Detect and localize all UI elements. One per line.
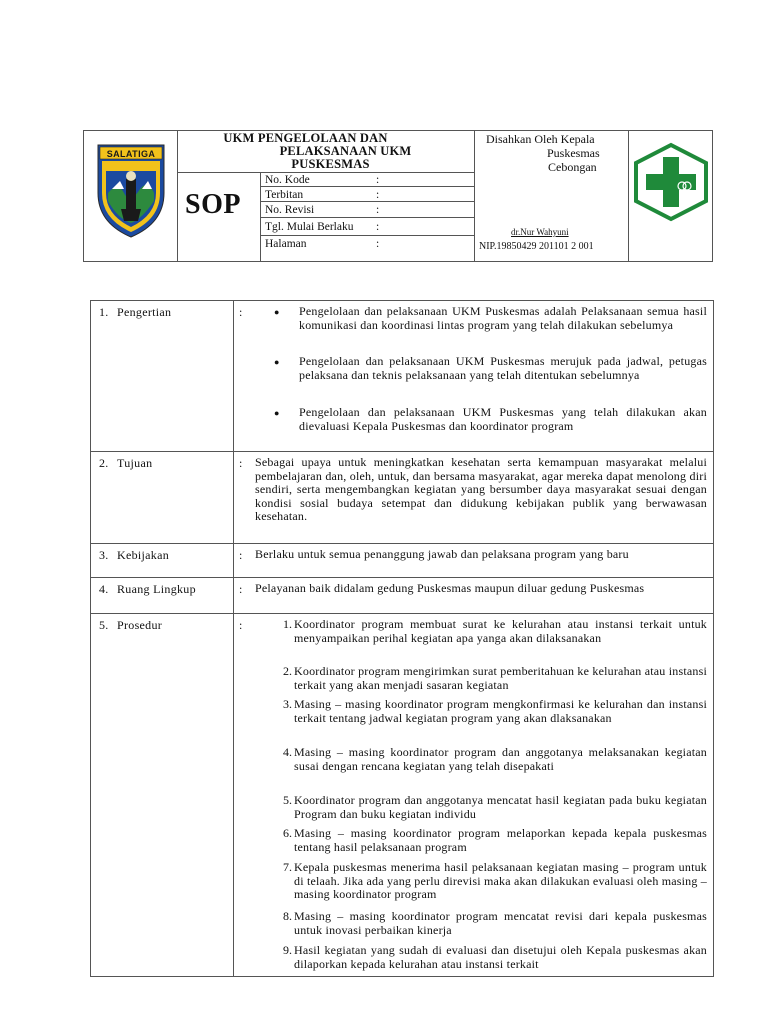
step-number: 5. [283,793,292,807]
list-item: Pengelolaan dan pelaksanaan UKM Puskesmas yang telah dilakukan akan dievaluasi Kepala Puskesmas dan koordinator program [299,405,707,433]
step-number: 2. [283,664,292,678]
document-title [177,131,474,173]
row-label [99,582,196,597]
meta-label: Tgl. Mulai Berlaku [265,221,354,233]
meta-colon: : [376,174,380,186]
step-number: 8. [283,909,292,923]
bullet-icon: ● [274,408,280,418]
row-title: Kebijakan [117,548,170,562]
step-number: 1. [283,617,292,631]
sop-content-table [90,300,714,977]
row-label [99,305,171,320]
row-number: 2. [99,456,109,470]
row-label [99,456,152,471]
emblem-label: SALATIGA [106,149,156,159]
meta-colon: : [376,204,380,216]
row-pengertian [91,301,713,452]
row-colon: : [239,618,243,632]
step-number: 7. [283,860,292,874]
procedure-step: Hasil kegiatan yang sudah di evaluasi dan disetujui oleh Kepala puskesmas akan dilaporkan kepada kelurahan atau instansi terkait [294,943,707,971]
row-text: Sebagai upaya untuk meningkatkan kesehatan serta kemampuan masyarakat melalui pembelajaran dan, oleh, untuk, dan bersama masyarakat, agar mereka dapat menolong diri sendiri, serta mengembangkan kegiatan yang bersumber daya masyarakat sesuai dengan kondisi sosial budaya setempat dan didukung kebijakan publik yang berwawasan kesehatan. [255,455,707,524]
row-text: Berlaku untuk semua penanggung jawab dan pelaksana program yang baru [255,547,629,561]
signatory-nip: NIP.19850429 201101 2 001 [479,241,594,252]
row-text: Pelayanan baik didalam gedung Puskesmas maupun diluar gedung Puskesmas [255,581,645,595]
meta-colon: : [376,221,380,233]
meta-label: Halaman [265,238,307,250]
procedure-step: Masing – masing koordinator program mencatat revisi dari kepala puskesmas untuk inovasi perbaikan kinerja [294,909,707,937]
meta-label: No. Kode [265,174,310,186]
sop-header-table [83,130,713,262]
approval-line: Disahkan Oleh Kepala [486,132,595,146]
puskesmas-cross-icon [628,131,714,261]
bullet-icon: ● [274,357,280,367]
procedure-step: Masing – masing koordinator program melaporkan kepada kepala puskesmas tentang hasil pelaksanaan program [294,826,707,854]
sop-label: SOP [185,189,241,220]
row-title: Prosedur [117,618,163,632]
procedure-step: Koordinator program membuat surat ke kelurahan atau instansi terkait untuk menyampaikan perihal kegiatan apa yanga akan dilaksanakan [294,617,707,645]
row-tujuan [91,452,713,544]
procedure-step: Masing – masing koordinator program dan anggotanya melaksanakan kegiatan susai dengan rencana kegiatan yang telah disepakati [294,745,707,773]
approval-line: Puskesmas [547,146,600,160]
row-title: Tujuan [117,456,153,470]
procedure-step: Masing – masing koordinator program mengkonfirmasi ke kelurahan dan instansi terkait tentang jadwal kegiatan program yang akan dlaksanakan [294,697,707,725]
row-colon: : [239,305,243,319]
step-number: 9. [283,943,292,957]
meta-row-terbitan [260,187,474,202]
row-colon: : [239,548,243,562]
row-ruang-lingkup [91,578,713,614]
title-line: PELAKSANAAN UKM [279,144,412,158]
row-prosedur [91,614,713,976]
approval-line: Cebongan [548,160,597,174]
meta-row-kode [260,174,474,187]
step-number: 4. [283,745,292,759]
row-label [99,548,169,563]
procedure-step: Kepala puskesmas menerima hasil pelaksanaan kegiatan masing – program untuk di telaah. Jika ada yang perlu direvisi maka akan dilakukan evaluasi oleh masing – masing koordinator program [294,860,707,902]
row-title: Ruang Lingkup [117,582,196,596]
meta-row-halaman [260,236,474,260]
row-title: Pengertian [117,305,172,319]
row-colon: : [239,582,243,596]
signatory-name: dr.Nur Wahyuni [511,227,569,237]
row-number: 3. [99,548,109,562]
title-line: UKM PENGELOLAAN DAN [223,131,388,145]
row-label [99,618,162,633]
document-meta [260,173,474,261]
row-kebijakan [91,544,713,578]
title-line: PUSKESMAS [291,157,370,171]
meta-row-revisi [260,202,474,218]
meta-label: Terbitan [265,189,304,201]
sop-label-cell [177,173,260,261]
meta-row-tgl [260,218,474,236]
step-number: 3. [283,697,292,711]
city-emblem-cell [84,131,177,261]
step-number: 6. [283,826,292,840]
meta-colon: : [376,238,380,250]
puskesmas-logo-cell [628,131,714,261]
meta-label: No. Revisi [265,204,315,216]
row-colon: : [239,456,243,470]
procedure-step: Koordinator program mengirimkan surat pemberitahuan ke kelurahan atau instansi terkait yang akan menjadi sasaran kegiatan [294,664,707,692]
meta-colon: : [376,189,380,201]
procedure-step: Koordinator program dan anggotanya mencatat hasil kegiatan pada buku kegiatan Program dan buku kegiatan individu [294,793,707,821]
row-number: 1. [99,305,109,319]
approval-cell [474,131,628,261]
row-number: 5. [99,618,109,632]
bullet-icon: ● [274,307,280,317]
list-item: Pengelolaan dan pelaksanaan UKM Puskesmas merujuk pada jadwal, petugas pelaksana dan teknis pelaksanaan yang telah ditentukan sebelumnya [299,354,707,382]
row-number: 4. [99,582,109,596]
list-item: Pengelolaan dan pelaksanaan UKM Puskesmas adalah Pelaksanaan semua hasil komunikasi dan koordinasi lintas program yang telah dilakukan sebelumya [299,304,707,332]
